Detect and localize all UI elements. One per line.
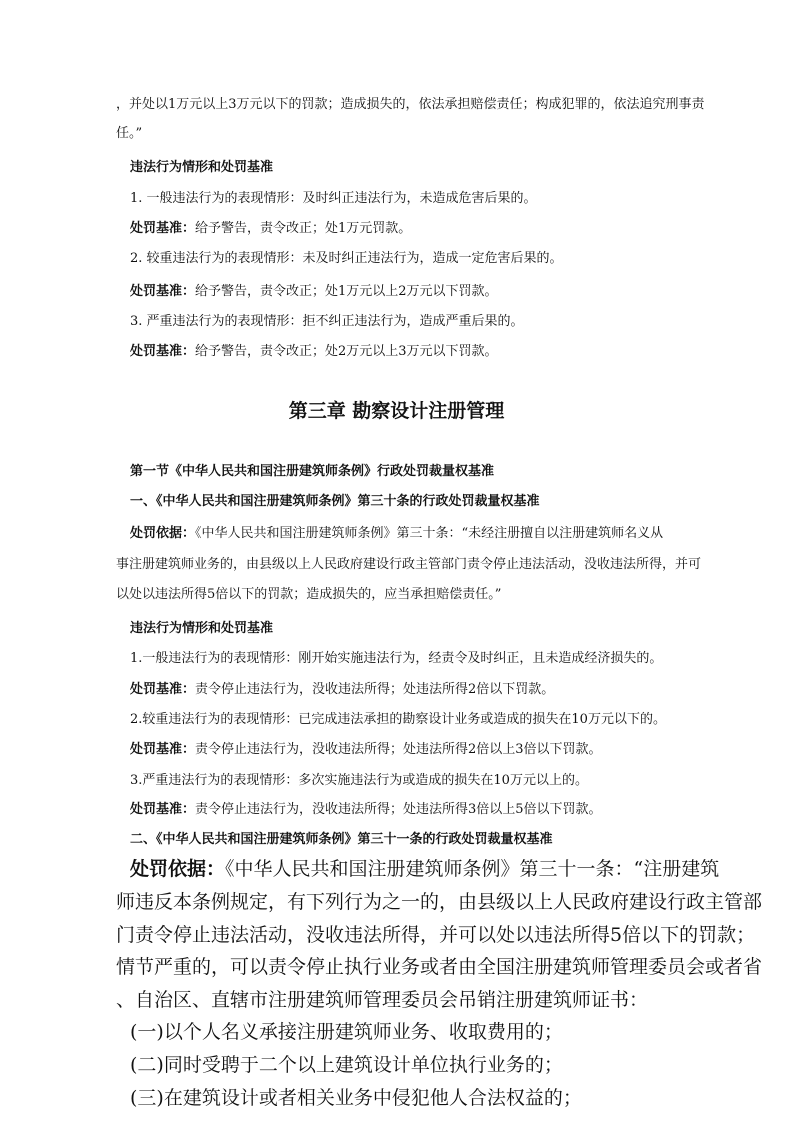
penalty-line [130, 740, 730, 760]
penalty-label: 处罚基准： [130, 284, 196, 299]
penalty-line [130, 342, 730, 362]
basis-line [130, 524, 730, 544]
paragraph-line: ，并处以1万元以上3万元以下的罚款；造成损失的，依法承担赔偿责任；构成犯罪的，依法追究刑事责 [116, 97, 705, 112]
penalty-line [130, 219, 730, 239]
basis-label: 处罚依据： [130, 858, 226, 880]
basis-line: 以处以违法所得5倍以下的罚款；造成损失的，应当承担赔偿责任。” [116, 587, 502, 602]
case-line: 2. 较重违法行为的表现情形：未及时纠正违法行为，造成一定危害后果的。 [130, 251, 563, 266]
penalty-line [130, 800, 730, 820]
section-heading: 违法行为情形和处罚基准 [130, 160, 274, 175]
section-heading: 违法行为情形和处罚基准 [130, 621, 274, 636]
case-line: 1.一般违法行为的表现情形：刚开始实施违法行为，经责令及时纠正，且未造成经济损失的。 [130, 651, 663, 666]
paragraph-line: 任。” [116, 126, 143, 141]
penalty-text: 责令停止违法行为，没收违法所得；处违法所得3倍以上5倍以下罚款。 [195, 802, 602, 817]
penalty-label: 处罚基准： [130, 682, 196, 697]
case-line: 1. 一般违法行为的表现情形：及时纠正违法行为，未造成危害后果的。 [130, 191, 537, 206]
penalty-label: 处罚基准： [130, 344, 196, 359]
case-line: 3. 严重违法行为的表现情形：拒不纠正违法行为，造成严重后果的。 [130, 314, 524, 329]
basis-label: 处罚依据： [130, 526, 196, 541]
case-line: 2.较重违法行为的表现情形：已完成违法承担的勘察设计业务或造成的损失在10万元以下的。 [130, 712, 666, 727]
basis-line: 门责令停止违法活动，没收违法所得，并可以处以违法所得5倍以下的罚款； [116, 924, 756, 946]
penalty-text: 责令停止违法行为，没收违法所得；处违法所得2倍以上3倍以下罚款。 [195, 742, 602, 757]
penalty-text: 给予警告，责令改正；处2万元以上3万元以下罚款。 [195, 344, 498, 359]
list-item: (二)同时受聘于二个以上建筑设计单位执行业务的； [130, 1054, 563, 1076]
penalty-text: 责令停止违法行为，没收违法所得；处违法所得2倍以下罚款。 [195, 682, 555, 697]
penalty-label: 处罚基准： [130, 742, 196, 757]
basis-line: 情节严重的，可以责令停止执行业务或者由全国注册建筑师管理委员会或者省 [116, 956, 763, 978]
penalty-text: 给予警告，责令改正；处1万元以上2万元以下罚款。 [195, 284, 498, 299]
section-title: 第一节《中华人民共和国注册建筑师条例》行政处罚裁量权基准 [130, 464, 495, 479]
penalty-label: 处罚基准： [130, 221, 196, 236]
basis-line: 师违反本条例规定，有下列行为之一的，由县级以上人民政府建设行政主管部 [116, 891, 763, 913]
basis-line: 事注册建筑师业务的，由县级以上人民政府建设行政主管部门责令停止违法活动，没收违法所得，并可 [116, 557, 702, 572]
list-item: (三)在建筑设计或者相关业务中侵犯他人合法权益的； [130, 1087, 582, 1109]
article-title: 一、《中华人民共和国注册建筑师条例》第三十条的行政处罚裁量权基准 [130, 494, 540, 509]
article-title: 二、《中华人民共和国注册建筑师条例》第三十一条的行政处罚裁量权基准 [130, 832, 553, 847]
basis-line: 、自治区、直辖市注册建筑师管理委员会吊销注册建筑师证书： [116, 989, 649, 1011]
penalty-text: 给予警告，责令改正；处1万元罚款。 [195, 221, 412, 236]
chapter-title: 第三章 勘察设计注册管理 [288, 400, 505, 422]
basis-text: 《中华人民共和国注册建筑师条例》第三十一条：“注册建筑 [225, 858, 720, 880]
penalty-line [130, 282, 730, 302]
case-line: 3.严重违法行为的表现情形：多次实施违法行为或造成的损失在10万元以上的。 [130, 773, 588, 788]
basis-text: 《中华人民共和国注册建筑师条例》第三十条：“未经注册擅自以注册建筑师名义从 [195, 526, 664, 541]
basis-line [130, 854, 730, 884]
penalty-line [130, 680, 730, 700]
list-item: (一)以个人名义承接注册建筑师业务、收取费用的； [130, 1021, 563, 1043]
penalty-label: 处罚基准： [130, 802, 196, 817]
